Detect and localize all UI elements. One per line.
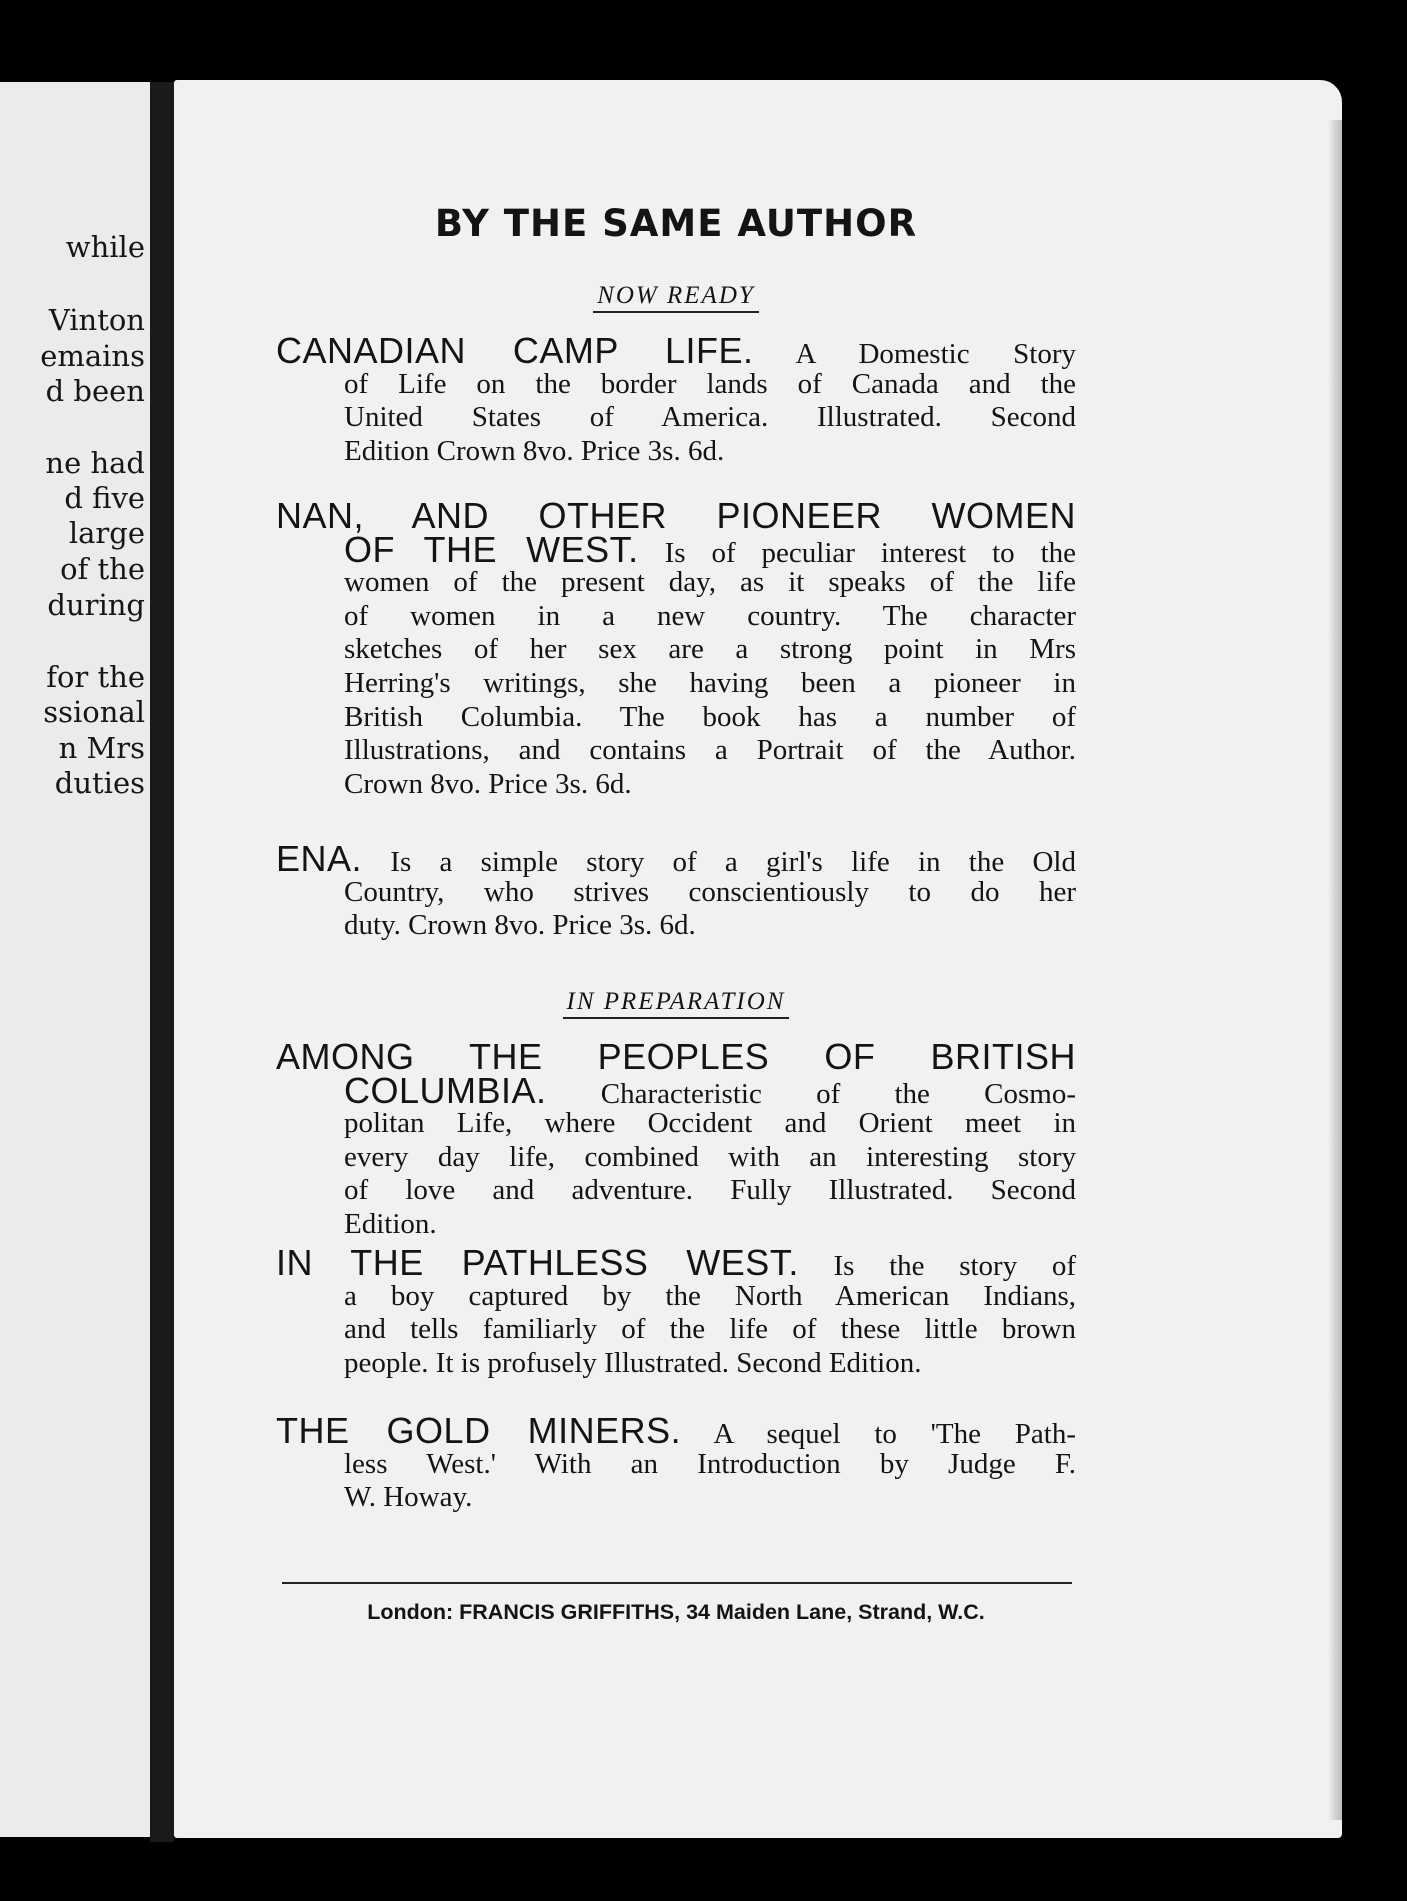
book-entry-nan [276,495,1076,801]
publisher-imprint: London: FRANCIS GRIFFITHS, 34 Maiden Lane, Strand, W.C. [367,1600,985,1624]
book-description: every day life, combined with an interesting story [344,1140,1076,1173]
left-page-line: d been [45,374,145,408]
page-edge-shadow [1328,120,1342,1820]
left-page-line: ssional [43,695,145,729]
section-heading-text: IN PREPARATION [563,988,790,1019]
left-page-line: Vinton [48,303,145,337]
book-description: Is a simple story of a girl's life in the Old [390,846,1076,878]
book-description: less West.' With an Introduction by Judge F. [344,1447,1076,1480]
imprint-rule [282,1582,1072,1584]
book-description: women of the present day, as it speaks of the life [344,566,1076,599]
left-page-line: emains [40,339,145,373]
left-page-line: n Mrs [58,731,145,765]
section-heading-in-preparation [276,988,1076,1019]
book-entry-ena [276,838,1076,943]
left-page-line: during [47,588,145,622]
book-description: British Columbia. The book has a number of [344,700,1076,733]
left-page-line: d five [64,481,145,515]
book-title: NAN, AND OTHER PIONEER WOMEN [276,495,1076,536]
book-description: A sequel to 'The Path- [713,1418,1077,1450]
section-heading-now-ready [276,282,1076,313]
book-description: sketches of her sex are a strong point in Mrs [344,633,1076,666]
left-page-line: for the [46,660,145,694]
book-description: of Life on the border lands of Canada and the [344,367,1076,400]
book-description: Illustrations, and contains a Portrait of the Author. [344,734,1076,767]
book-description: Is the story of [833,1250,1077,1282]
book-description: A Domestic Story [795,338,1076,370]
book-title: THE GOLD MINERS. [276,1410,682,1451]
left-page-line: ne had [45,446,145,480]
book-title: COLUMBIA. [344,1069,547,1111]
book-description: politan Life, where Occident and Orient meet in [344,1107,1076,1140]
book-description: of love and adventure. Fully Illustrated. Second [344,1174,1076,1207]
book-title: AMONG THE PEOPLES OF BRITISH [276,1036,1076,1077]
book-description: people. It is profusely Illustrated. Second Edition. [344,1346,922,1379]
book-description: Edition Crown 8vo. Price 3s. 6d. [344,434,725,467]
book-title: ENA. [276,838,363,879]
book-description: Edition. [344,1207,437,1240]
book-title: OF THE WEST. [344,528,639,570]
book-description: Crown 8vo. Price 3s. 6d. [344,767,632,800]
book-entry-canadian-camp-life [276,330,1076,468]
left-page-line: of the [60,552,145,586]
book-entry-british-columbia [276,1036,1076,1242]
book-description: a boy captured by the North American Indians, [344,1279,1076,1312]
book-description: United States of America. Illustrated. Second [344,401,1076,434]
book-spine [150,82,174,1842]
book-description: Country, who strives conscientiously to do her [344,875,1076,908]
book-description: W. Howay. [344,1481,473,1514]
book-title: IN THE PATHLESS WEST. [276,1242,799,1283]
page-title: BY THE SAME AUTHOR [434,202,918,245]
left-page-line: large [68,516,145,550]
book-description: Is of peculiar interest to the [664,536,1076,569]
book-description: of women in a new country. The character [344,599,1076,632]
advertisement-page [174,80,1342,1838]
book-description: Characteristic of the Cosmo- [600,1077,1076,1110]
book-title: CANADIAN CAMP LIFE. [276,330,754,371]
book-description: and tells familiarly of the life of these little brown [344,1313,1076,1346]
left-page-line: while [65,230,145,264]
book-entry-pathless-west [276,1242,1077,1380]
left-page-line: duties [54,766,145,800]
book-description: duty. Crown 8vo. Price 3s. 6d. [344,909,696,942]
left-facing-page [0,82,150,1837]
book-description: Herring's writings, she having been a pioneer in [344,666,1076,699]
section-heading-text: NOW READY [593,282,759,313]
book-entry-gold-miners [276,1410,1077,1515]
